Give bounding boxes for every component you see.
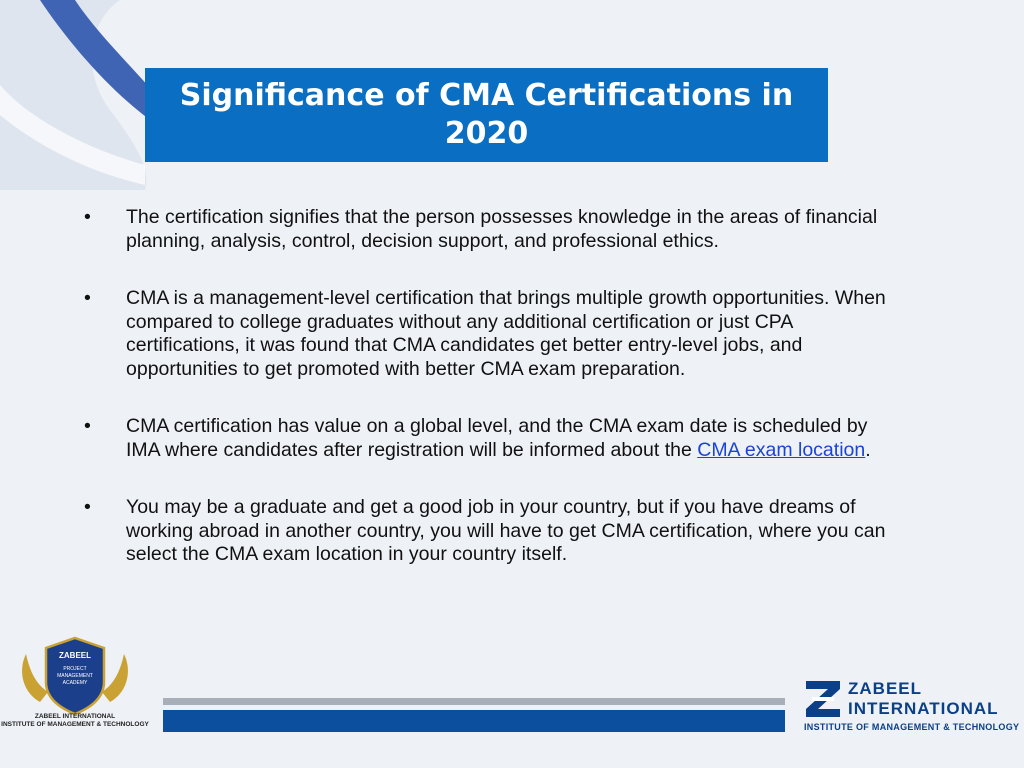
badge-word-1: ZABEEL [59,651,91,660]
bullet-item [84,206,904,253]
zabeel-international-logo [800,675,1024,735]
right-logo-word1: ZABEEL [848,679,922,698]
right-logo-caption: INSTITUTE OF MANAGEMENT & TECHNOLOGY [804,722,1020,732]
bullet-list [84,206,904,601]
bullet-text: The certification signifies that the person possesses knowledge in the areas of financial planning, analysis, control, decision support, and professional ethics. [126,206,878,252]
bullet-item [84,415,904,462]
footer-blue-bar [163,710,785,732]
slide-title-box [145,68,828,162]
bullet-text: You may be a graduate and get a good job in your country, but if you have dreams of working abroad in another country, you will have to get CMA certification, where you can select the CMA exam location in your country itself. [126,496,886,565]
badge-word-4: ACADEMY [62,680,88,686]
footer-bars [163,698,785,732]
slide-title: Significance of CMA Certifications in 2020 [179,78,794,151]
bullet-item [84,496,904,567]
left-logo-caption-line1: ZABEEL INTERNATIONAL [34,713,116,720]
bullet-dot: • [84,496,91,518]
cma-exam-location-link[interactable]: CMA exam location [697,438,866,461]
bullet-text-start: CMA certification has value on a global level, and the CMA exam date is scheduled by IMA where candidates after registration will be informed about the [126,415,868,461]
bullet-dot: • [84,415,91,437]
footer-gray-bar [163,698,785,705]
left-logo-caption [0,713,150,729]
zi-mark-icon [802,677,844,721]
bullet-dot: • [84,206,91,228]
bullet-text: CMA is a management-level certification that brings multiple growth opportunities. When compared to college graduates without any additional certification or just CPA certifications, it was found that CMA candidates get better entry-level jobs, and opportunities to get promoted with better CMA exam preparation. [126,287,886,380]
badge-word-2: PROJECT [63,666,87,672]
bullet-text-end: . [865,438,871,461]
bullet-item [84,287,904,381]
left-logo-caption-line2: INSTITUTE OF MANAGEMENT & TECHNOLOGY [1,721,149,728]
bullet-dot: • [84,287,91,309]
badge-word-3: MANAGEMENT [57,673,93,679]
right-logo-word2: INTERNATIONAL [848,699,999,718]
